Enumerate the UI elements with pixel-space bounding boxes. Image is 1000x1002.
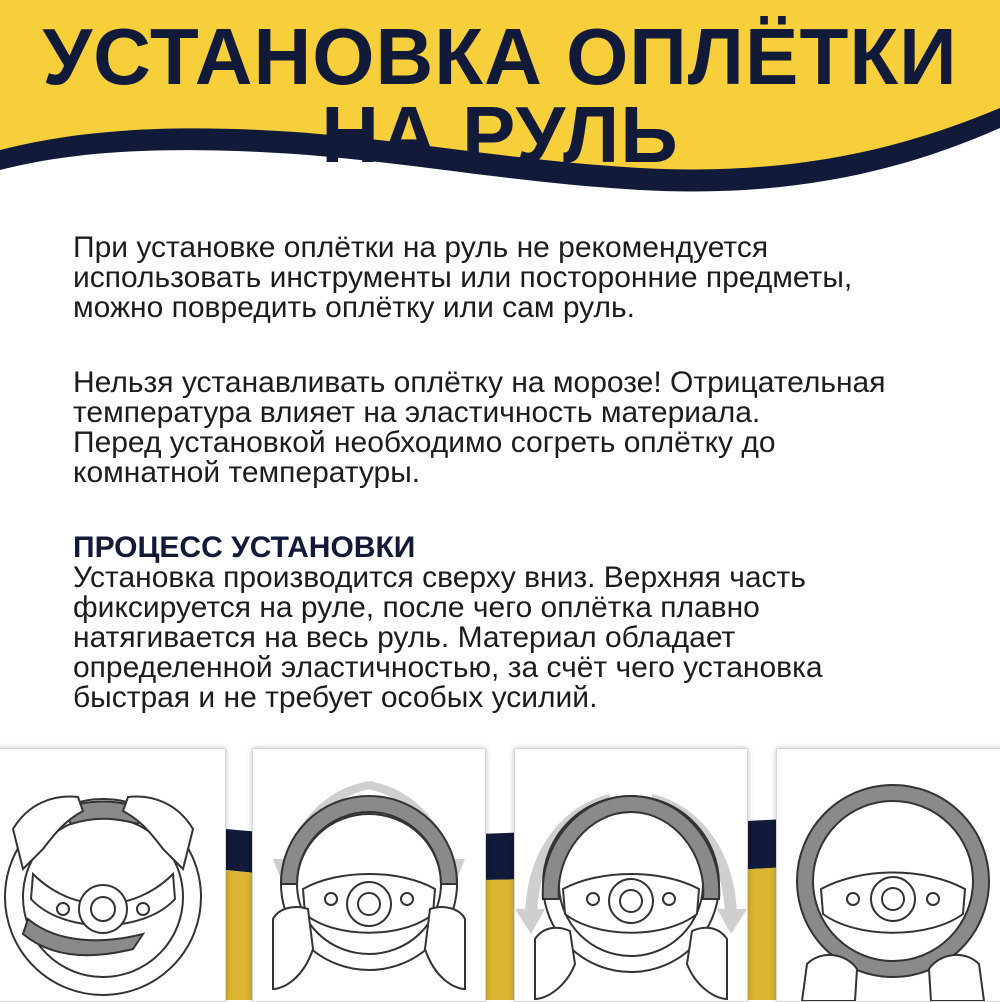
- text-line: комнатной температуры.: [73, 456, 421, 489]
- steering-wheel-step-3-icon: [515, 749, 747, 1001]
- steering-wheel-step-4-icon: [777, 749, 1000, 1001]
- text-line: Перед установкой необходимо согреть оплётку до: [73, 426, 776, 459]
- paragraph-frost-warning: [73, 368, 973, 488]
- text-line: можно повредить оплётку или сам руль.: [73, 291, 635, 324]
- text-line: определенной эластичностью, за счёт чего установка: [73, 651, 823, 684]
- steering-wheel-step-2-icon: [253, 749, 485, 1001]
- text-line: натягивается на весь руль. Материал обладает: [73, 621, 736, 654]
- title-line-2: НА РУЛЬ: [321, 90, 679, 179]
- paragraph-tools-warning: [73, 233, 973, 323]
- step-3-card: [514, 748, 748, 1002]
- page-title: [0, 12, 1000, 179]
- text-line: температура влияет на эластичность материала.: [73, 396, 761, 429]
- text-line: Установка производится сверху вниз. Верхняя часть: [73, 561, 806, 594]
- step-2-card: [252, 748, 486, 1002]
- text-line: Нельзя устанавливать оплётку на морозе! Отрицательная: [73, 366, 886, 399]
- text-line: использовать инструменты или посторонние предметы,: [73, 261, 853, 294]
- process-heading: ПРОЦЕСС УСТАНОВКИ: [73, 531, 416, 564]
- paragraph-process: [73, 563, 973, 713]
- title-line-1: УСТАНОВКА ОПЛЁТКИ: [42, 12, 958, 101]
- steering-wheel-step-1-icon: [0, 749, 225, 1001]
- text-line: При установке оплётки на руль не рекомендуется: [73, 231, 769, 264]
- text-line: фиксируется на руле, после чего оплётка плавно: [73, 591, 760, 624]
- instructions-text: [73, 233, 973, 713]
- step-4-card: [776, 748, 1000, 1002]
- text-line: быстрая и не требует особых усилий.: [73, 681, 598, 714]
- step-1-card: [0, 748, 226, 1002]
